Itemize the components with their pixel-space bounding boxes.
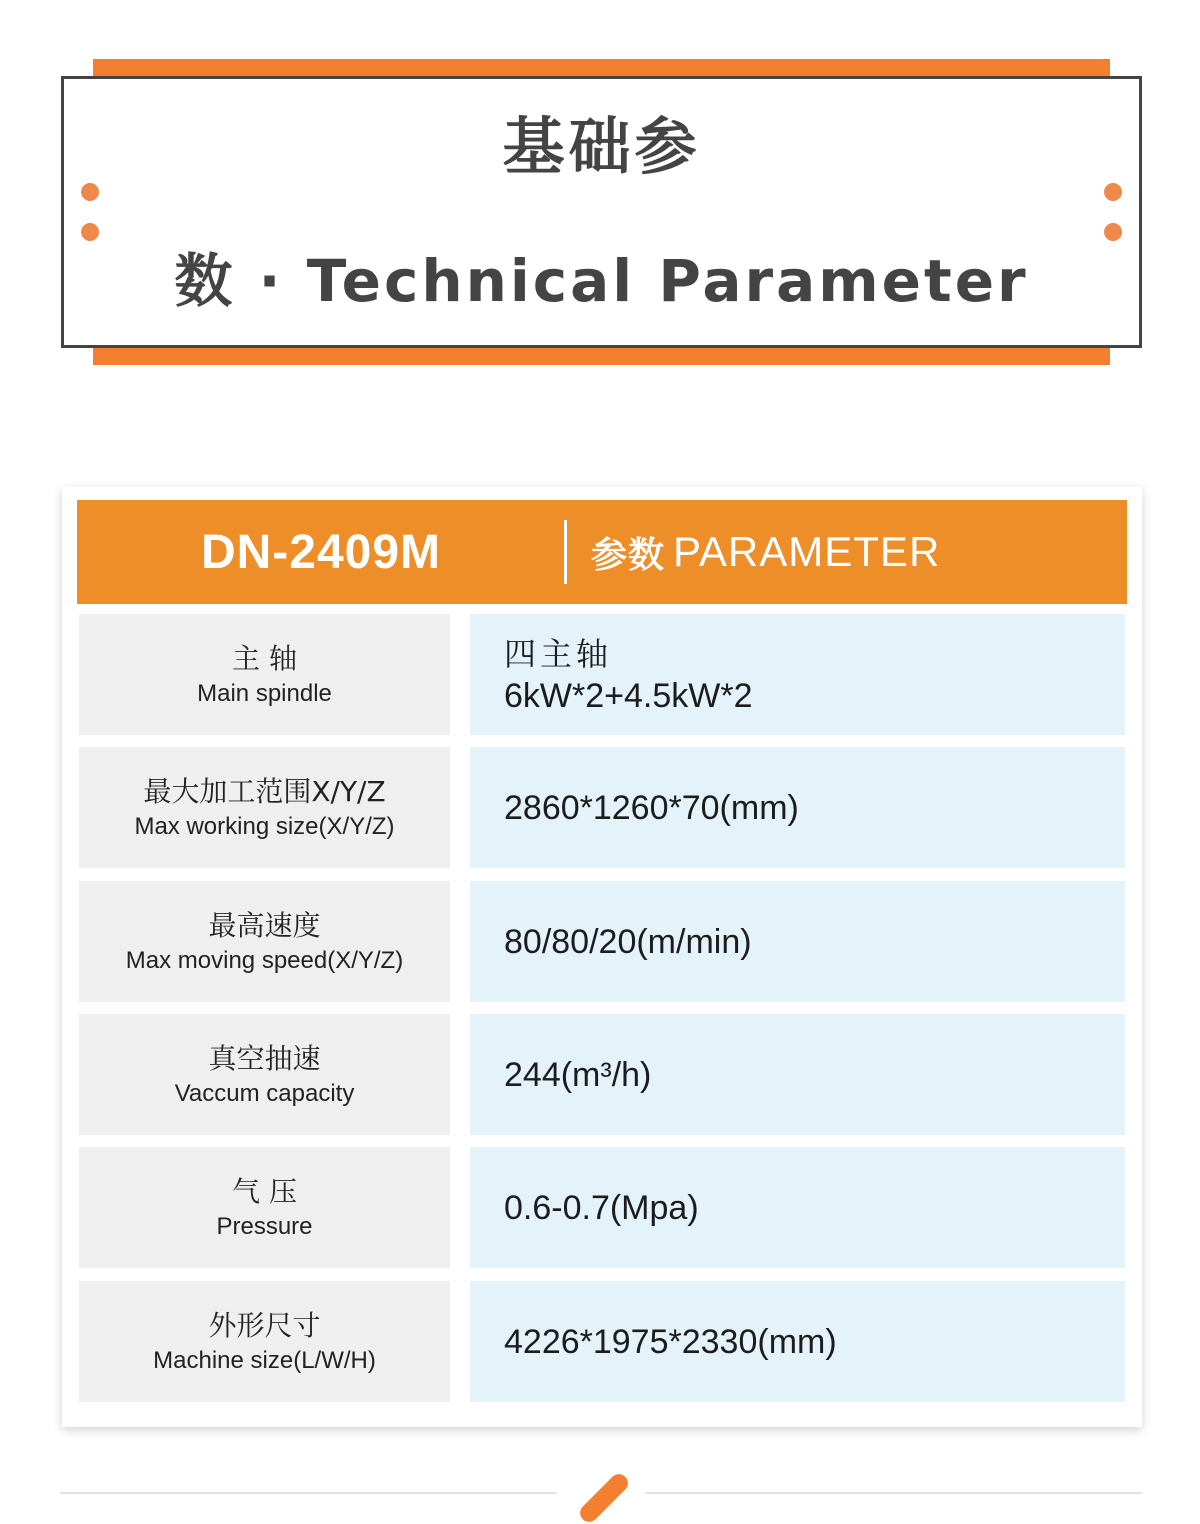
banner-top-bar <box>93 59 1110 76</box>
row-value-text: 6kW*2+4.5kW*2 <box>504 676 753 715</box>
row-value-cn: 四主轴 <box>504 634 613 673</box>
row-value-text: 80/80/20(m/min) <box>504 922 752 961</box>
row-label <box>79 1014 450 1135</box>
row-label-en: Pressure <box>216 1212 313 1240</box>
row-label-cn: 气 压 <box>232 1174 297 1208</box>
row-value <box>470 881 1125 1002</box>
parameter-card <box>62 487 1142 1427</box>
row-label <box>79 747 450 868</box>
banner-bottom-bar <box>93 348 1110 365</box>
row-label <box>79 1147 450 1268</box>
row-value-text: 4226*1975*2330(mm) <box>504 1322 837 1361</box>
table-row <box>79 1281 1126 1402</box>
row-value-text: 244(m³/h) <box>504 1055 652 1094</box>
row-label-en: Max working size(X/Y/Z) <box>134 812 395 840</box>
page-title-line2: 数 · Technical Parameter <box>174 247 1029 315</box>
model-name: DN-2409M <box>200 525 442 579</box>
row-label-cn: 外形尺寸 <box>208 1308 321 1342</box>
table-row <box>79 614 1126 735</box>
table-row <box>79 747 1126 868</box>
row-label-en: Main spindle <box>197 679 332 707</box>
title-box <box>61 76 1142 348</box>
row-label-cn: 最高速度 <box>208 908 321 942</box>
row-label-cn: 最大加工范围X/Y/Z <box>143 774 386 808</box>
row-value <box>470 1014 1125 1135</box>
row-label-en: Max moving speed(X/Y/Z) <box>125 946 404 974</box>
row-label-cn: 主 轴 <box>232 641 297 675</box>
table-row <box>79 1147 1126 1268</box>
row-label-en: Vaccum capacity <box>174 1079 355 1107</box>
row-value <box>470 1281 1125 1402</box>
row-label <box>79 881 450 1002</box>
table-header <box>77 500 1127 604</box>
footer-divider-left <box>60 1492 557 1494</box>
decorative-dot-icon <box>1104 223 1122 241</box>
row-label-en: Machine size(L/W/H) <box>153 1346 376 1374</box>
page-title-line1: 基础参 <box>502 110 701 183</box>
parameter-heading-en: PARAMETER <box>673 528 941 575</box>
row-value-text: 2860*1260*70(mm) <box>504 788 799 827</box>
table-row <box>79 881 1126 1002</box>
row-value <box>470 1147 1125 1268</box>
row-label <box>79 614 450 735</box>
row-value <box>470 747 1125 868</box>
parameter-heading <box>567 500 1127 604</box>
row-value <box>470 614 1125 735</box>
footer-divider-right <box>645 1492 1142 1494</box>
row-label <box>79 1281 450 1402</box>
row-label-cn: 真空抽速 <box>208 1041 321 1075</box>
decorative-dot-icon <box>81 223 99 241</box>
row-value-text: 0.6-0.7(Mpa) <box>504 1188 699 1227</box>
slash-mark-icon <box>576 1470 631 1524</box>
table-row <box>79 1014 1126 1135</box>
parameter-heading-cn: 参数 <box>591 534 666 576</box>
